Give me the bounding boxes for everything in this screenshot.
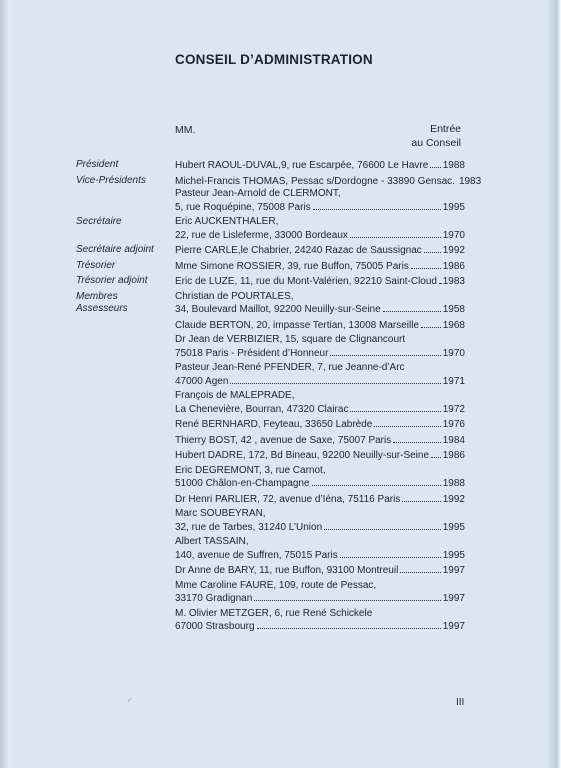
entry-line bbox=[175, 362, 465, 375]
member-entry bbox=[175, 159, 465, 173]
entry-line bbox=[175, 334, 465, 347]
entry-line bbox=[175, 608, 465, 621]
member-row bbox=[0, 159, 561, 173]
entry-line bbox=[175, 291, 465, 304]
entry-year: 1995 bbox=[442, 521, 465, 533]
dot-leader bbox=[312, 477, 441, 486]
entry-line bbox=[175, 521, 465, 535]
member-entry bbox=[175, 362, 465, 388]
role-label: Secrétaire adjoint bbox=[76, 244, 154, 255]
member-row bbox=[0, 449, 561, 463]
member-entry bbox=[175, 319, 465, 333]
entry-year: 1997 bbox=[442, 593, 465, 604]
member-row bbox=[0, 564, 561, 578]
column-header-mm: MM. bbox=[175, 124, 196, 136]
member-entry bbox=[175, 291, 465, 317]
entry-text: 33170 Gradignan bbox=[175, 593, 253, 604]
member-row bbox=[0, 291, 561, 317]
dot-leader bbox=[374, 418, 440, 427]
entry-line bbox=[175, 229, 465, 243]
member-row bbox=[0, 260, 561, 274]
entry-line bbox=[175, 418, 465, 432]
entry-year: 1983 bbox=[458, 175, 482, 187]
column-header-entree-line1: Entrée bbox=[430, 123, 461, 135]
dot-leader bbox=[421, 319, 441, 328]
entry-year: 1968 bbox=[442, 319, 465, 331]
entry-text: 51000 Châlon-en-Champagne bbox=[175, 478, 310, 489]
page-title: CONSEIL D’ADMINISTRATION bbox=[175, 52, 373, 67]
entry-text: François de MALEPRADE, bbox=[175, 390, 295, 401]
entry-line bbox=[175, 549, 465, 563]
member-entry bbox=[175, 216, 465, 242]
entry-text: Dr Anne de BARY, 11, rue Buffon, 93100 Montreuil bbox=[175, 565, 399, 576]
entry-year: 1984 bbox=[442, 434, 465, 446]
entry-line bbox=[175, 592, 465, 606]
member-list bbox=[0, 159, 561, 636]
entry-text: Dr Henri PARLIER, 72, avenue d’Iéna, 75116 Paris bbox=[175, 493, 401, 505]
entry-line bbox=[175, 244, 465, 258]
entry-year: 1976 bbox=[442, 419, 465, 430]
role-label: Président bbox=[76, 159, 119, 170]
entry-text: 34, Boulevard Maillot, 92200 Neuilly-sur-Seine bbox=[175, 304, 381, 315]
member-row bbox=[0, 608, 561, 634]
entry-year: 1997 bbox=[442, 565, 465, 576]
entry-year: 1986 bbox=[442, 450, 465, 461]
dot-leader bbox=[330, 347, 440, 356]
member-row bbox=[0, 465, 561, 491]
member-row bbox=[0, 508, 561, 534]
dot-leader bbox=[431, 449, 441, 458]
member-row bbox=[0, 536, 561, 562]
entry-text: La Chenevière, Bourran, 47320 Clairac bbox=[175, 403, 349, 415]
entry-text: Mme Caroline FAURE, 109, route de Pessac, bbox=[175, 579, 377, 591]
member-entry bbox=[175, 493, 465, 507]
member-entry bbox=[175, 275, 465, 289]
role-label: Trésorier bbox=[76, 259, 116, 271]
entry-line bbox=[175, 188, 465, 201]
entry-line bbox=[175, 465, 465, 478]
dot-leader bbox=[340, 549, 441, 558]
member-row bbox=[0, 580, 561, 606]
member-row bbox=[0, 175, 561, 215]
entry-text: 140, avenue de Suffren, 75015 Paris bbox=[175, 549, 338, 561]
entry-year: 1972 bbox=[442, 403, 465, 415]
dot-leader bbox=[439, 275, 441, 284]
entry-line bbox=[175, 216, 465, 229]
entry-line bbox=[175, 493, 465, 507]
dot-leader bbox=[424, 244, 441, 253]
entry-line bbox=[175, 275, 465, 289]
entry-text: René BERNHARD, Feyteau, 33650 Labrède bbox=[175, 419, 373, 430]
entry-year: 1986 bbox=[442, 260, 465, 272]
dot-leader bbox=[324, 521, 441, 530]
member-entry bbox=[175, 390, 465, 416]
dot-leader bbox=[383, 303, 441, 312]
entry-text: Claude BERTON, 20, impasse Tertian, 13008 Marseille bbox=[175, 319, 420, 331]
member-entry bbox=[175, 334, 465, 360]
entry-text: Marc SOUBEYRAN, bbox=[175, 508, 266, 519]
entry-text: Eric AUCKENTHALER, bbox=[175, 216, 279, 227]
entry-line bbox=[175, 390, 465, 403]
entry-line bbox=[175, 319, 465, 333]
member-row bbox=[0, 493, 561, 507]
member-row bbox=[0, 319, 561, 333]
dot-leader bbox=[411, 260, 441, 269]
entry-line bbox=[175, 303, 465, 317]
entry-text: 5, rue Roquépine, 75008 Paris bbox=[175, 201, 311, 213]
member-row bbox=[0, 244, 561, 258]
dot-leader bbox=[402, 493, 440, 502]
scan-mark: ⸝ bbox=[127, 693, 132, 704]
member-row bbox=[0, 434, 561, 448]
member-entry bbox=[175, 449, 465, 463]
entry-text: Albert TASSAIN, bbox=[175, 536, 249, 547]
entry-text: Eric DEGREMONT, 3, rue Carnot, bbox=[175, 464, 326, 476]
role-label: Membres Assesseurs bbox=[76, 290, 128, 314]
entry-year: 1992 bbox=[442, 245, 465, 256]
member-entry bbox=[175, 244, 465, 258]
member-entry bbox=[175, 608, 465, 634]
entry-line bbox=[175, 347, 465, 361]
role-label: Secrétaire bbox=[76, 216, 122, 227]
dot-leader bbox=[313, 201, 441, 210]
member-entry bbox=[175, 260, 465, 274]
page-number: III bbox=[456, 697, 465, 708]
dot-leader bbox=[400, 564, 440, 573]
entry-text: M. Olivier METZGER, 6, rue René Schickele bbox=[175, 607, 373, 619]
entry-line bbox=[175, 536, 465, 549]
member-entry bbox=[175, 536, 465, 562]
entry-year: 1958 bbox=[442, 304, 465, 315]
entry-year: 1983 bbox=[442, 276, 465, 287]
entry-text: Michel-Francis THOMAS, Pessac s/Dordogne - 33890 Gensac. bbox=[175, 175, 455, 187]
entry-line bbox=[175, 564, 465, 578]
member-row bbox=[0, 216, 561, 242]
entry-text: Thierry BOST, 42 , avenue de Saxe, 75007 Paris bbox=[175, 434, 392, 446]
entry-line bbox=[175, 434, 465, 448]
column-header-entree-line2: au Conseil bbox=[411, 137, 461, 149]
role-label: Trésorier adjoint bbox=[76, 275, 148, 286]
dot-leader bbox=[430, 159, 440, 168]
entry-year: 1988 bbox=[442, 478, 465, 489]
entry-text: Mme Simone ROSSIER, 39, rue Buffon, 75005 Paris bbox=[175, 260, 409, 272]
entry-year: 1970 bbox=[442, 347, 465, 359]
entry-text: 22, rue de Lisleferme, 33000 Bordeaux bbox=[175, 229, 348, 241]
member-entry bbox=[175, 508, 465, 534]
entry-line bbox=[175, 477, 465, 491]
dot-leader bbox=[230, 375, 440, 384]
entry-year: 1995 bbox=[442, 549, 465, 561]
dot-leader bbox=[254, 592, 440, 601]
entry-text: Hubert RAOUL-DUVAL,9, rue Escarpée, 76600 Le Havre bbox=[175, 160, 429, 171]
entry-year: 1988 bbox=[442, 160, 465, 171]
member-row bbox=[0, 275, 561, 289]
member-row bbox=[0, 334, 561, 360]
entry-text: Pasteur Jean-Arnold de CLERMONT, bbox=[175, 188, 341, 199]
dot-leader bbox=[257, 620, 441, 629]
entry-text: 47000 Agen bbox=[175, 375, 229, 387]
dot-leader bbox=[393, 434, 441, 443]
member-entry bbox=[175, 465, 465, 491]
entry-line bbox=[175, 403, 465, 417]
member-entry bbox=[175, 434, 465, 448]
column-header-entree bbox=[411, 122, 461, 150]
entry-line bbox=[175, 449, 465, 463]
entry-year: 1992 bbox=[442, 493, 465, 505]
entry-line bbox=[175, 580, 465, 593]
entry-line bbox=[175, 260, 465, 274]
member-entry bbox=[175, 418, 465, 432]
entry-text: 75018 Paris - Président d’Honneur bbox=[175, 347, 329, 359]
entry-text: Hubert DADRE, 172, Bd Bineau, 92200 Neuilly-sur-Seine bbox=[175, 450, 430, 461]
entry-text: 32, rue de Tarbes, 31240 L’Union bbox=[175, 521, 323, 533]
entry-line bbox=[175, 620, 465, 634]
entry-year: 1970 bbox=[442, 229, 465, 241]
member-entry bbox=[175, 175, 482, 215]
entry-year: 1971 bbox=[442, 375, 465, 387]
member-row bbox=[0, 390, 561, 416]
entry-text: Dr Jean de VERBIZIER, 15, square de Clignancourt bbox=[175, 334, 406, 345]
entry-text: Eric de LUZE, 11, rue du Mont-Valérien, 92210 Saint-Cloud bbox=[175, 276, 437, 287]
entry-text: Pasteur Jean-René PFENDER, 7, rue Jeanne-d’Arc bbox=[175, 362, 405, 373]
member-row bbox=[0, 362, 561, 388]
dot-leader bbox=[350, 403, 440, 412]
entry-line bbox=[175, 508, 465, 521]
entry-text: Christian de POURTALES, bbox=[175, 290, 294, 302]
entry-text: Pierre CARLE,le Chabrier, 24240 Razac de Saussignac bbox=[175, 245, 422, 256]
member-entry bbox=[175, 564, 465, 578]
entry-line bbox=[175, 201, 465, 215]
entry-year: 1995 bbox=[442, 201, 465, 213]
entry-text: 67000 Strasbourg bbox=[175, 621, 255, 632]
entry-line bbox=[175, 159, 465, 173]
member-entry bbox=[175, 580, 465, 606]
entry-line bbox=[175, 375, 465, 389]
entry-year: 1997 bbox=[442, 621, 465, 632]
entry-line bbox=[175, 175, 482, 189]
role-label: Vice-Présidents bbox=[76, 174, 146, 186]
dot-leader bbox=[350, 229, 441, 238]
member-row bbox=[0, 418, 561, 432]
